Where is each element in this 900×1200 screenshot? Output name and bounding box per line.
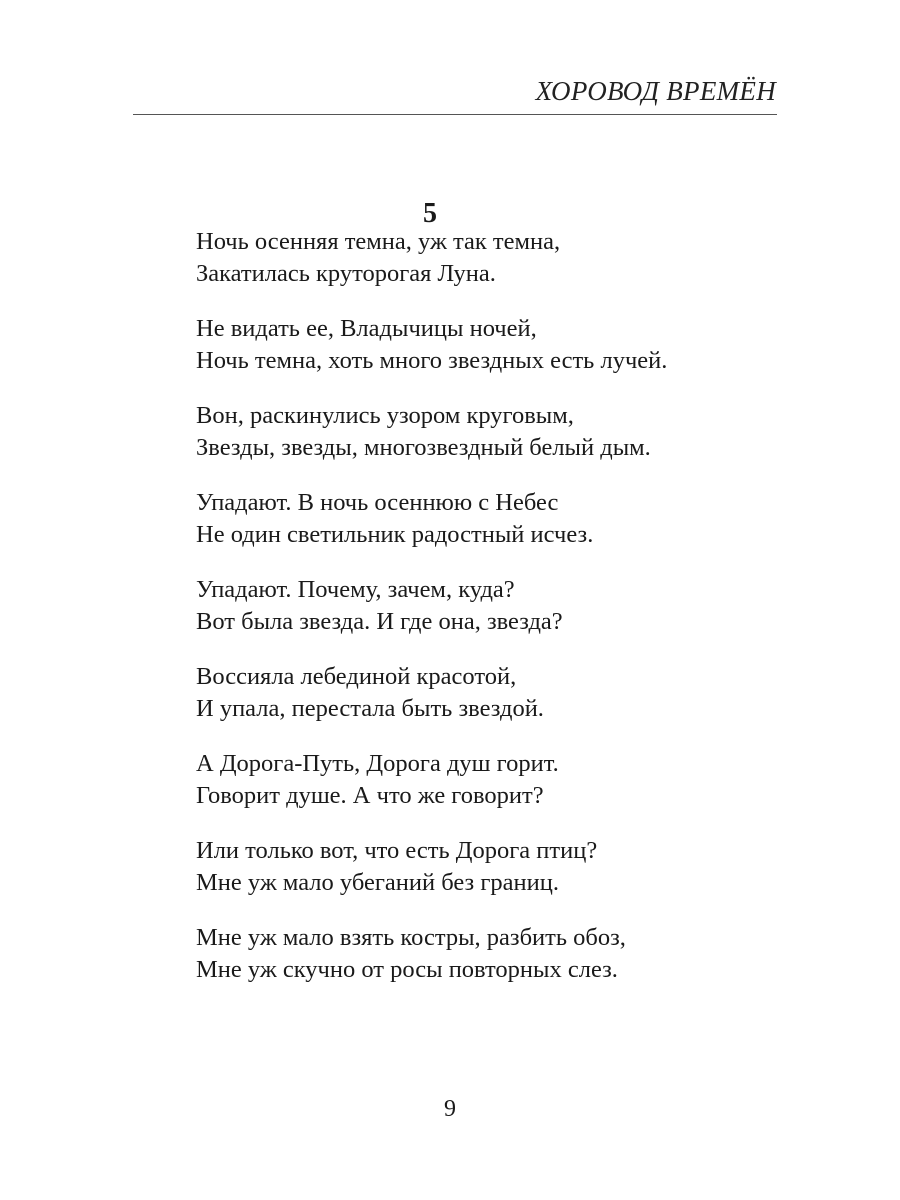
verse-line: Или только вот, что есть Дорога птиц? xyxy=(196,837,598,864)
verse-line: Не видать ее, Владычицы ночей, xyxy=(196,315,537,342)
verse-line: А Дорога-Путь, Дорога душ горит. xyxy=(196,750,559,777)
stanza xyxy=(196,226,667,290)
running-head: ХОРОВОД ВРЕМЁН xyxy=(535,76,776,106)
stanza xyxy=(196,400,667,464)
verse-line: И упала, перестала быть звездой. xyxy=(196,695,544,722)
verse-line: Звезды, звезды, многозвездный белый дым. xyxy=(196,434,651,461)
verse-line: Ночь осенняя темна, уж так темна, xyxy=(196,228,561,255)
verse-line: Закатилась круторогая Луна. xyxy=(196,260,496,287)
verse-line: Ночь темна, хоть много звездных есть лучей. xyxy=(196,347,668,374)
poem-number: 5 xyxy=(423,198,437,229)
stanza xyxy=(196,661,667,725)
poem-body xyxy=(196,226,667,1009)
verse-line: Мне уж мало взять костры, разбить обоз, xyxy=(196,924,626,951)
verse-line: Говорит душе. А что же говорит? xyxy=(196,782,544,809)
stanza xyxy=(196,835,667,899)
verse-line: Вот была звезда. И где она, звезда? xyxy=(196,608,563,635)
verse-line: Мне уж скучно от росы повторных слез. xyxy=(196,956,618,983)
page-number: 9 xyxy=(444,1096,456,1122)
verse-line: Мне уж мало убеганий без границ. xyxy=(196,869,559,896)
verse-line: Вон, раскинулись узором круговым, xyxy=(196,402,574,429)
stanza xyxy=(196,748,667,812)
header-rule xyxy=(133,114,777,115)
verse-line: Не один светильник радостный исчез. xyxy=(196,521,594,548)
stanza xyxy=(196,922,667,986)
verse-line: Воссияла лебединой красотой, xyxy=(196,663,517,690)
verse-line: Упадают. В ночь осеннюю с Небес xyxy=(196,489,559,516)
stanza xyxy=(196,313,667,377)
verse-line: Упадают. Почему, зачем, куда? xyxy=(196,576,515,603)
stanza xyxy=(196,487,667,551)
stanza xyxy=(196,574,667,638)
